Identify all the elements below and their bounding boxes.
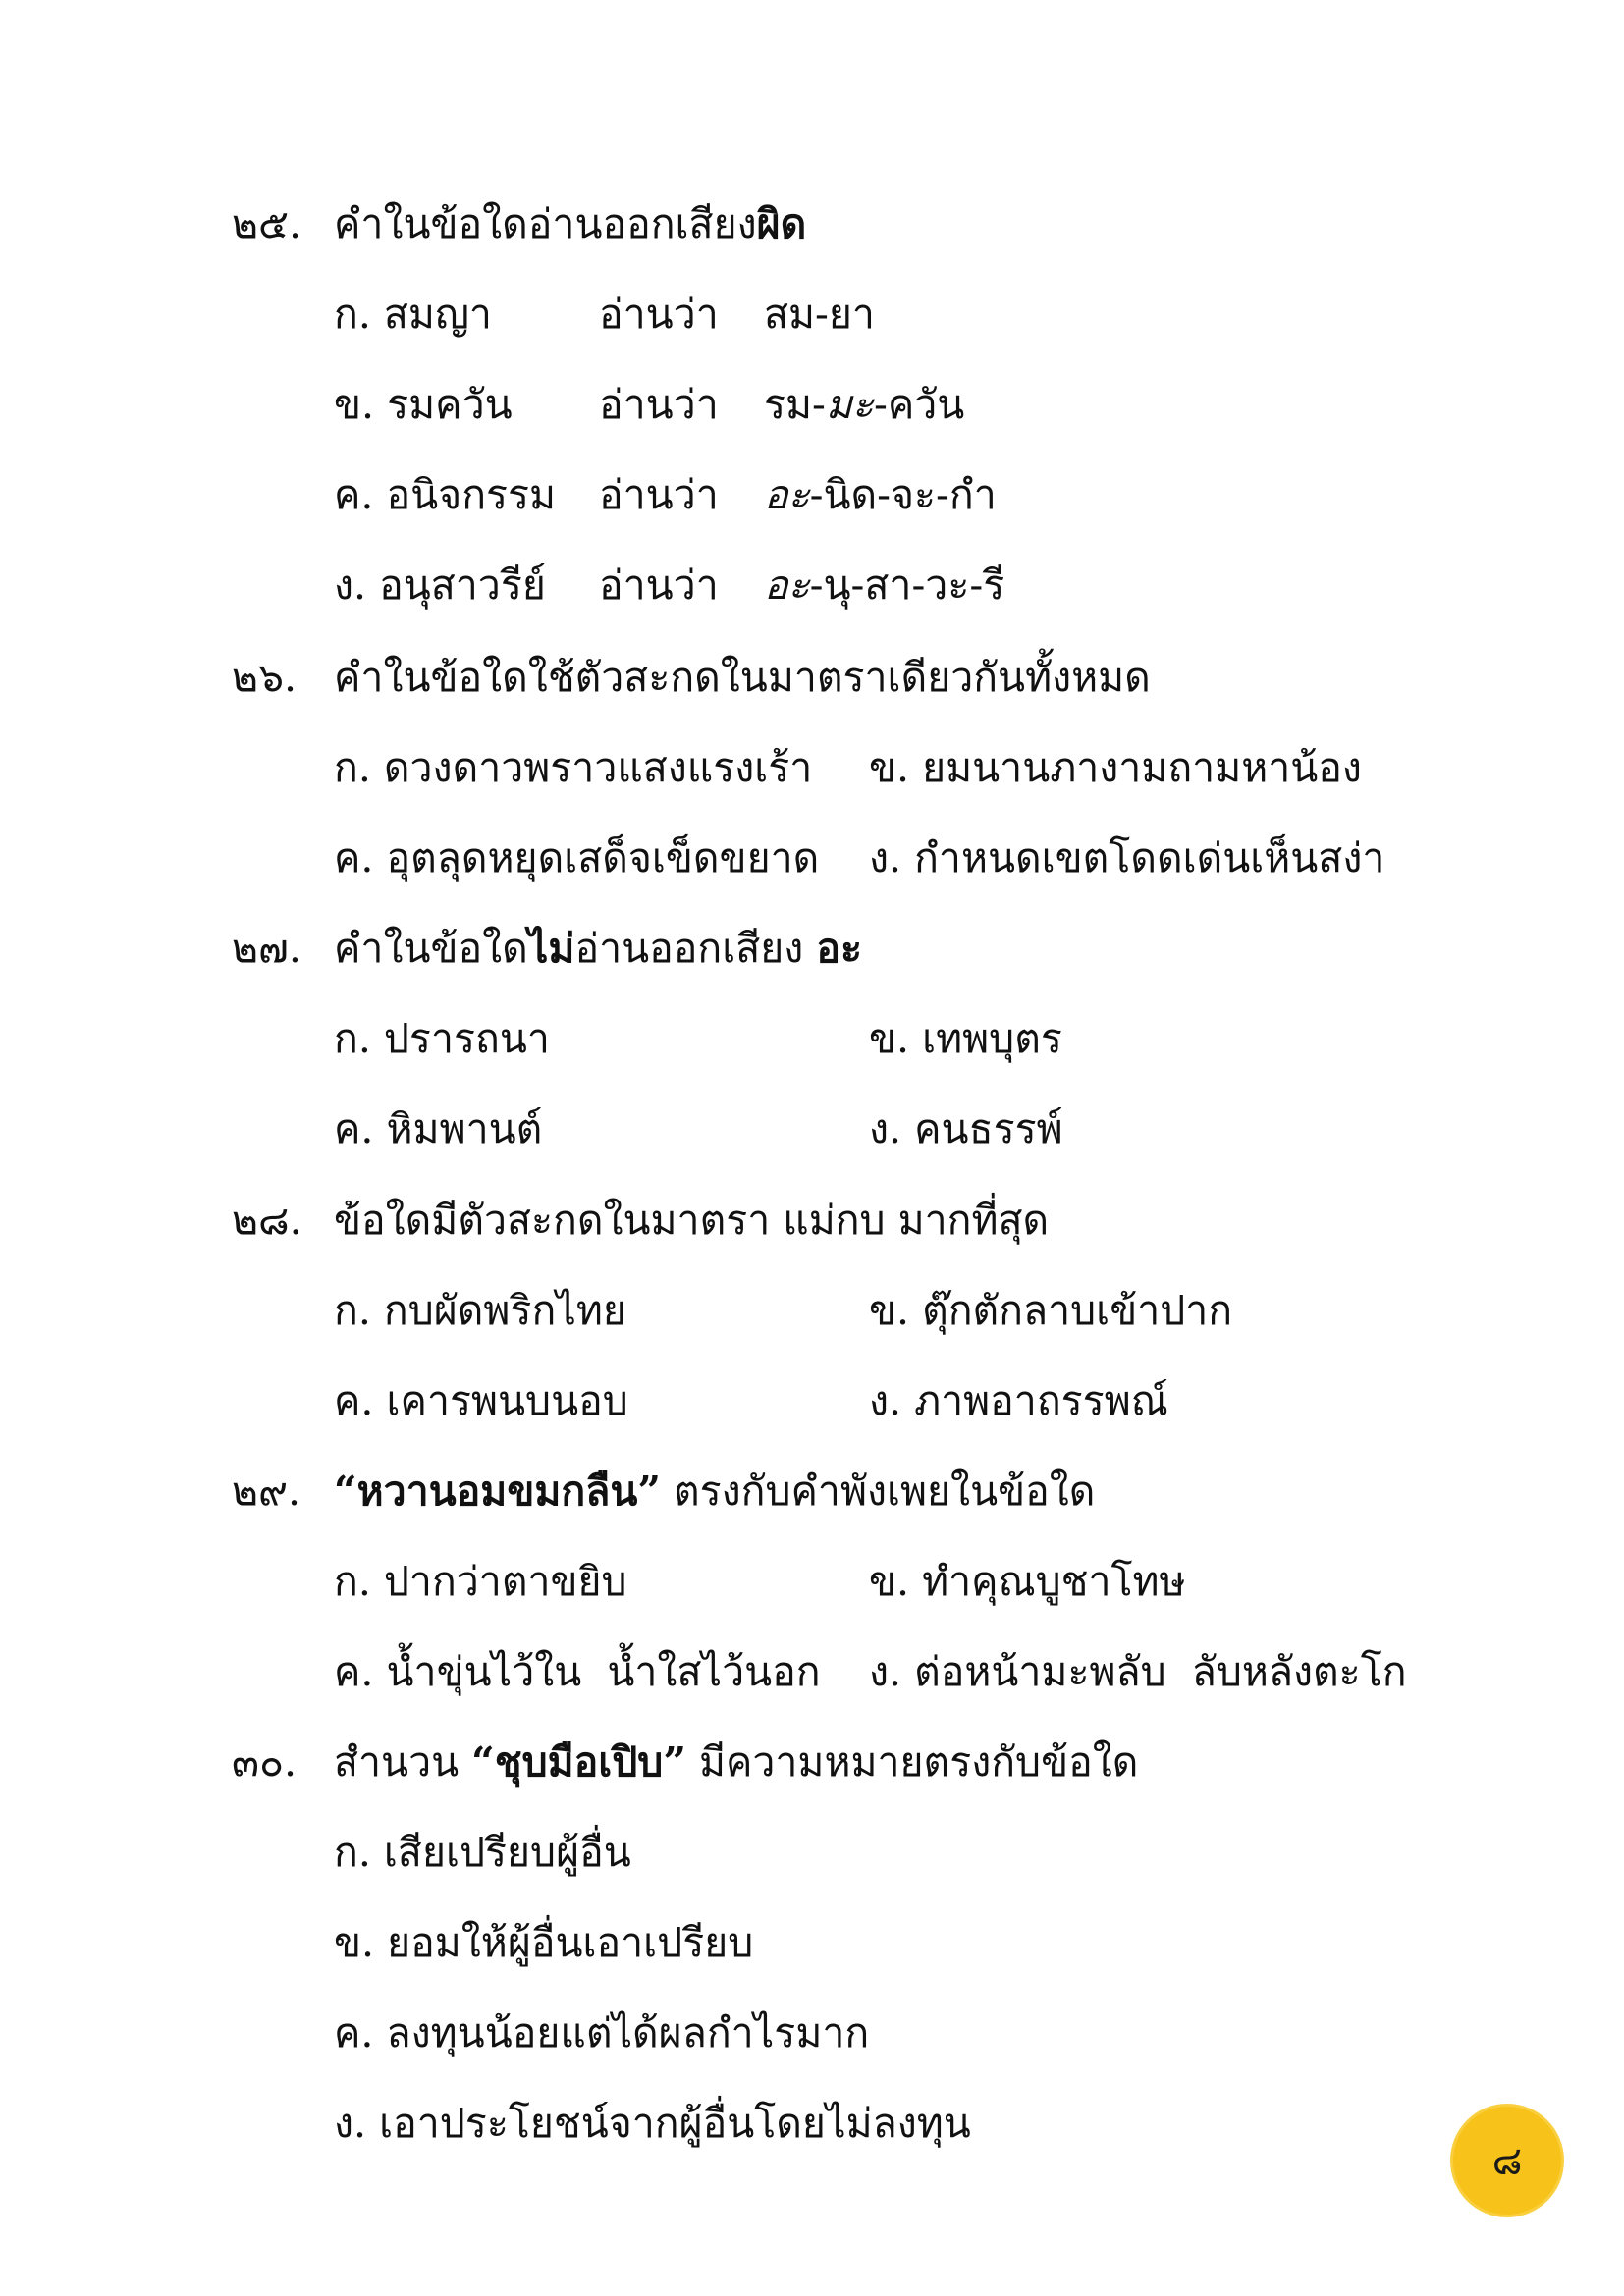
question-text: ข้อใดมีตัวสะกดในมาตรา แม่กบ มากที่สุด: [334, 1197, 1050, 1244]
question-text: คำในข้อใดอ่านออกเสียงผิด: [334, 200, 807, 247]
question-text: คำในข้อใดใช้ตัวสะกดในมาตราเดียวกันทั้งหมด: [334, 654, 1151, 701]
option-a[interactable]: ก. สมญา: [334, 291, 492, 338]
question-text: สำนวน “ชุบมือเปิบ” มีความหมายตรงกับข้อใด: [334, 1738, 1139, 1786]
question-number: ๒๖.: [232, 654, 298, 701]
read-as-label: อ่านว่า: [599, 561, 719, 609]
question-number: ๒๕.: [232, 200, 302, 247]
option-d[interactable]: ง. ภาพอาถรรพณ์: [869, 1377, 1168, 1424]
question-text: คำในข้อใดไม่อ่านออกเสียง อะ: [334, 925, 862, 972]
pronunciation: อะ-นิด-จะ-กำ: [764, 471, 997, 518]
option-c[interactable]: ค. น้ำขุ่นไว้ใน น้ำใสไว้นอก: [334, 1648, 821, 1695]
option-c[interactable]: ค. หิมพานต์: [334, 1105, 543, 1152]
page-number-badge: [1453, 2107, 1561, 2215]
option-b[interactable]: ข. เทพบุตร: [869, 1015, 1062, 1062]
option-a[interactable]: ก. ปรารถนา: [334, 1015, 550, 1062]
option-c[interactable]: ค. เคารพนบนอบ: [334, 1377, 628, 1424]
option-d[interactable]: ง. กำหนดเขตโดดเด่นเห็นสง่า: [869, 834, 1385, 881]
option-c[interactable]: ค. อนิจกรรม: [334, 471, 557, 518]
question-number: ๒๘.: [232, 1197, 302, 1244]
question-text: “หวานอมขมกลืน” ตรงกับคำพังเพยในข้อใด: [334, 1468, 1096, 1515]
option-a[interactable]: ก. ดวงดาวพราวแสงแรงเร้า: [334, 744, 813, 791]
option-d[interactable]: ง. ต่อหน้ามะพลับ ลับหลังตะโก: [869, 1648, 1407, 1695]
option-d[interactable]: ง. อนุสาวรีย์: [334, 561, 546, 609]
pronunciation: สม-ยา: [764, 291, 875, 338]
pronunciation: รม-มะ-ควัน: [764, 381, 965, 428]
pronunciation: อะ-นุ-สา-วะ-รี: [764, 561, 1005, 609]
question-number: ๒๙.: [232, 1468, 301, 1515]
option-b[interactable]: ข. ทำคุณบูชาโทษ: [869, 1558, 1186, 1605]
option-d[interactable]: ง. คนธรรพ์: [869, 1105, 1063, 1152]
option-c[interactable]: ค. อุตลุดหยุดเสด็จเข็ดขยาด: [334, 834, 820, 881]
option-a[interactable]: ก. ปากว่าตาขยิบ: [334, 1558, 627, 1605]
option-a[interactable]: ก. กบผัดพริกไทย: [334, 1287, 626, 1334]
option-d[interactable]: ง. เอาประโยชน์จากผู้อื่นโดยไม่ลงทุน: [334, 2100, 971, 2147]
question-number: ๓๐.: [232, 1738, 298, 1786]
question-number: ๒๗.: [232, 925, 301, 972]
read-as-label: อ่านว่า: [599, 471, 719, 518]
option-a[interactable]: ก. เสียเปรียบผู้อื่น: [334, 1829, 631, 1876]
option-b[interactable]: ข. ตุ๊กตักลาบเข้าปาก: [869, 1287, 1233, 1334]
page-number: ๘: [1491, 2139, 1523, 2184]
read-as-label: อ่านว่า: [599, 291, 719, 338]
option-c[interactable]: ค. ลงทุนน้อยแต่ได้ผลกำไรมาก: [334, 2009, 870, 2056]
read-as-label: อ่านว่า: [599, 381, 719, 428]
option-b[interactable]: ข. ยอมให้ผู้อื่นเอาเปรียบ: [334, 1919, 754, 1966]
option-b[interactable]: ข. รมควัน: [334, 381, 513, 428]
option-b[interactable]: ข. ยมนานภางามถามหาน้อง: [869, 744, 1362, 791]
